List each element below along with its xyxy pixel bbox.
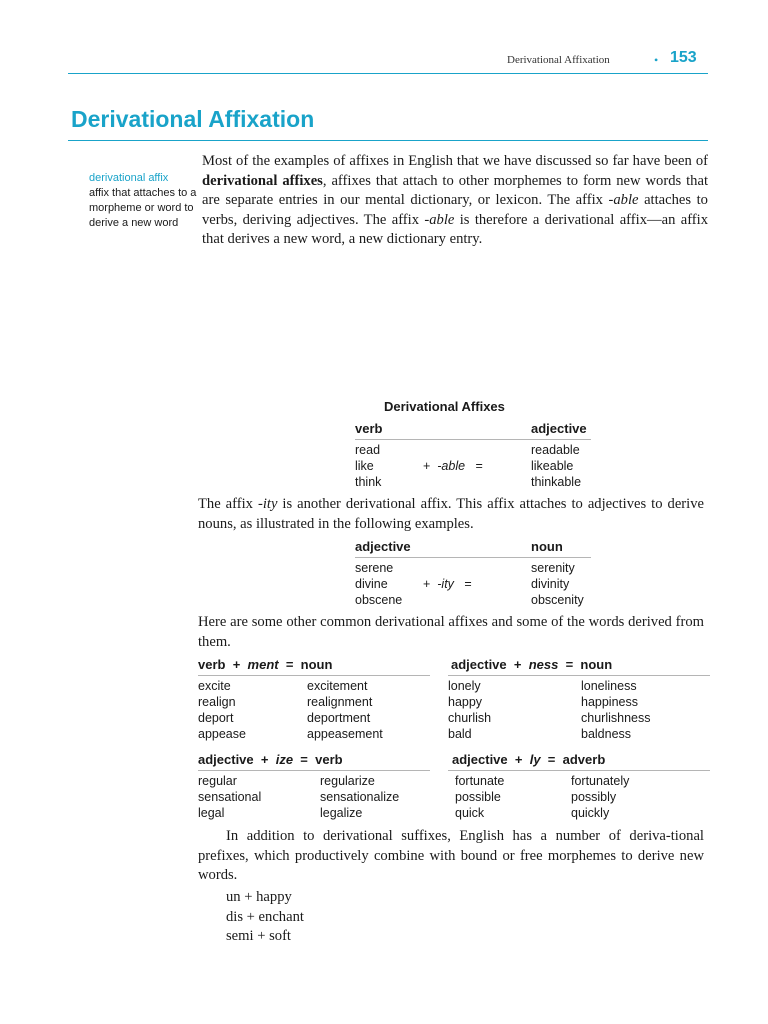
table-ity-rule [355, 557, 591, 558]
table-able-formula: + -able = [423, 459, 483, 473]
list-item: lonely [448, 679, 481, 693]
group-ize-rule [198, 770, 430, 771]
list-item: quickly [571, 806, 610, 820]
group-ment-bases [198, 678, 246, 742]
list-item: divinity [531, 577, 570, 591]
glossary-definition: affix that attaches to a morpheme or word to derive a new word [89, 187, 197, 229]
table-able-right-column [531, 442, 581, 490]
list-item: readable [531, 443, 580, 457]
table-ity-right-header: noun [531, 539, 563, 554]
list-item: serene [355, 561, 394, 575]
list-item: happy [448, 695, 483, 709]
list-item: happiness [581, 695, 638, 709]
list-item: regularize [320, 774, 375, 788]
title-rule [68, 140, 708, 141]
intro-paragraph: Most of the examples of affixes in English that we have discussed so far have been of derivational affixes, affixes that attach to other morphemes to form new words that are separate entries in our mental dictionary, or lexicon. The affix -able attaches to verbs, deriving adjectives. The affix -able is therefore a derivational affix—an affix that derives a new word, a new dictionary entry. [202, 153, 708, 247]
group-ment-header: verb + ment = noun [198, 657, 333, 672]
table-able-left-header: verb [355, 421, 383, 436]
list-item: semi + soft [226, 928, 291, 944]
margin-glossary-note [89, 171, 204, 231]
list-item: possible [455, 790, 501, 804]
running-header-title: Derivational Affixation [507, 54, 610, 66]
prefix-examples [226, 888, 304, 947]
group-ness-bases [448, 678, 491, 742]
list-item: like [355, 459, 374, 473]
table-able-rule [355, 439, 591, 440]
group-ment-derived [307, 678, 383, 742]
group-ment-rule [198, 675, 430, 676]
list-item: loneliness [581, 679, 637, 693]
header-rule [68, 73, 708, 74]
list-item: deport [198, 711, 234, 725]
list-item: legalize [320, 806, 363, 820]
list-item: obscene [355, 593, 403, 607]
list-item: regular [198, 774, 237, 788]
list-item: sensational [198, 790, 262, 804]
list-item: thinkable [531, 475, 582, 489]
list-item: realignment [307, 695, 373, 709]
other-affixes-paragraph: Here are some other common derivational affixes and some of the words derived from them. [198, 614, 704, 650]
list-item: serenity [531, 561, 575, 575]
list-item: un + happy [226, 889, 292, 905]
group-ly-bases [455, 773, 504, 821]
group-ize-derived [320, 773, 399, 821]
list-item: fortunate [455, 774, 505, 788]
list-item: sensationalize [320, 790, 400, 804]
section-title: Derivational Affixation [71, 106, 315, 132]
ity-paragraph: The affix -ity is another derivational affix. This affix attaches to adjectives to derive nouns, as illustrated in the following examples. [198, 496, 704, 532]
table-ity-left-column [355, 560, 402, 608]
list-item: divine [355, 577, 388, 591]
list-item: churlish [448, 711, 492, 725]
group-ly-rule [448, 770, 710, 771]
list-item: read [355, 443, 381, 457]
page-number: 153 [670, 49, 697, 66]
list-item: fortunately [571, 774, 630, 788]
table-able-right-header: adjective [531, 421, 587, 436]
list-item: appease [198, 727, 246, 741]
list-item: likeable [531, 459, 574, 473]
list-item: churlishness [581, 711, 651, 725]
list-item: excite [198, 679, 231, 693]
group-ly-derived [571, 773, 629, 821]
header-separator: • [654, 53, 659, 67]
prefix-paragraph: In addition to derivational suffixes, English has a number of deriva-tional prefixes, which productively combine with bound or free morphemes to derive new words. [198, 828, 704, 883]
list-item: deportment [307, 711, 371, 725]
list-item: bald [448, 727, 472, 741]
group-ness-header: adjective + ness = noun [451, 657, 613, 672]
group-ize-header: adjective + ize = verb [198, 752, 343, 767]
list-item: obscenity [531, 593, 584, 607]
list-item: realign [198, 695, 236, 709]
group-ness-rule [448, 675, 710, 676]
list-item: baldness [581, 727, 632, 741]
table-able-left-column [355, 442, 381, 490]
table-ity-left-header: adjective [355, 539, 411, 554]
list-item: quick [455, 806, 485, 820]
table-ity-formula: + -ity = [423, 577, 472, 591]
group-ize-bases [198, 773, 261, 821]
group-ly-header: adjective + ly = adverb [452, 752, 606, 767]
list-item: dis + enchant [226, 908, 304, 925]
list-item: excitement [307, 679, 368, 693]
table-title: Derivational Affixes [384, 399, 505, 414]
list-item: think [355, 475, 382, 489]
glossary-term: derivational affix [89, 172, 169, 184]
table-ity-right-column [531, 560, 584, 608]
group-ness-derived [581, 678, 650, 742]
list-item: appeasement [307, 727, 383, 741]
list-item: legal [198, 806, 225, 820]
list-item: possibly [571, 790, 617, 804]
